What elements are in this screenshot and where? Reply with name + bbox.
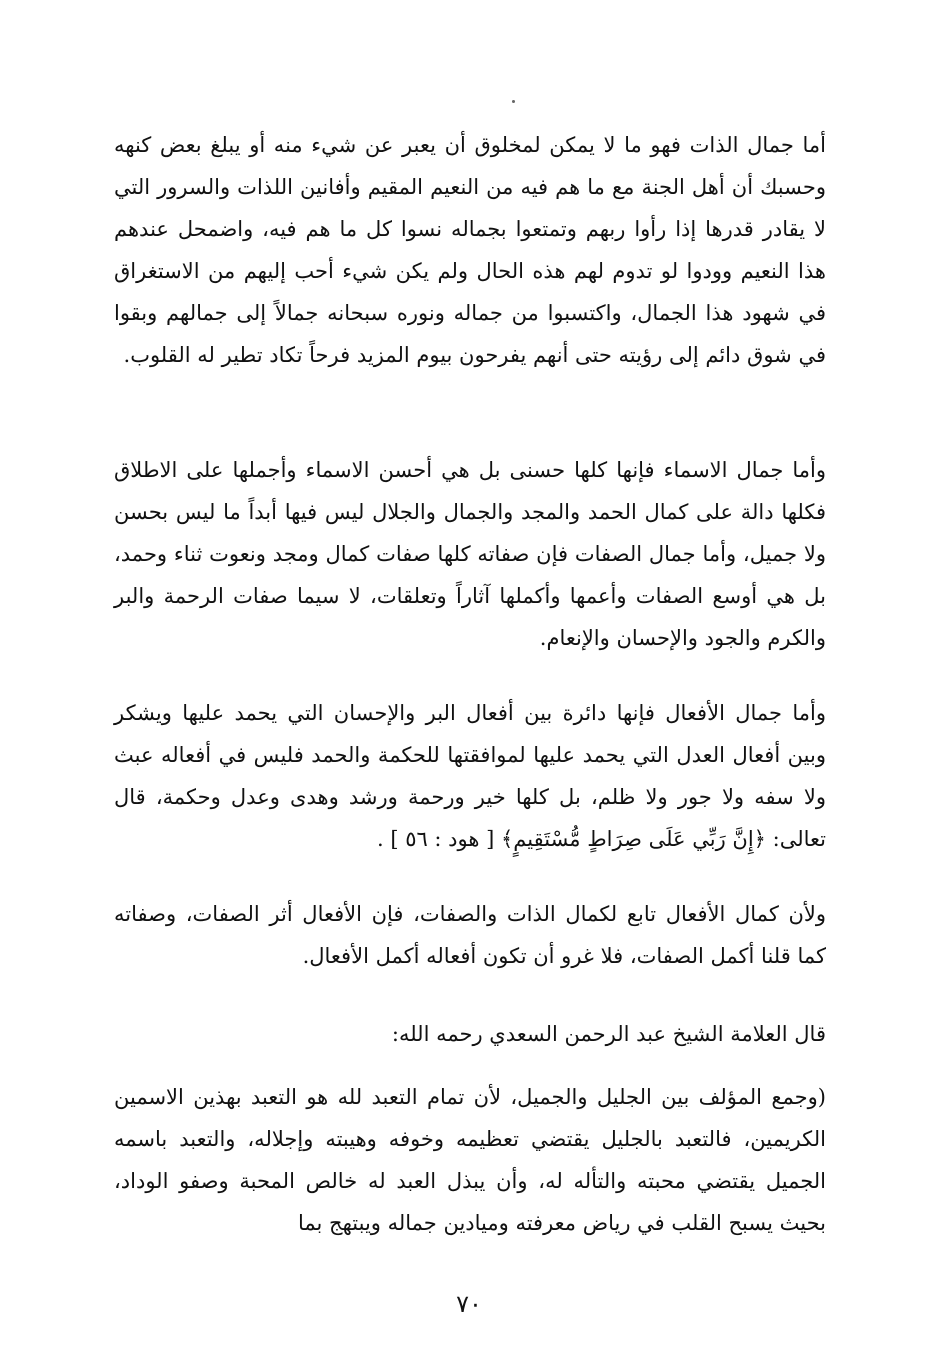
paragraph-sadi-quote-intro: قال العلامة الشيخ عبد الرحمن السعدي رحمه الله: [391,1022,826,1046]
paragraph-beauty-of-actions: وأما جمال الأفعال فإنها دائرة بين أفعال البر والإحسان التي يحمد عليها ويشكر وبين أفعال العدل التي يحمد عليها لموافقتها للحكمة والحمد فليس في أفعاله عبث ولا سفه ولا جور ولا ظلم، بل كلها خير ورحمة ورشد وهدى وعدل وحكمة، قال تعالى: ﴿إِنَّ رَبِّي عَلَى صِرَاطٍ مُّسْتَقِيمٍ﴾ [ هود : ٥٦ ] . [114,701,826,851]
paragraph-perfection-of-actions: ولأن كمال الأفعال تابع لكمال الذات والصفات، فإن الأفعال أثر الصفات، وصفاته كما قلنا أكمل الصفات، فلا غرو أن تكون أفعاله أكمل الأفعال. [114,902,826,968]
paragraph-beauty-of-names: وأما جمال الاسماء فإنها كلها حسنى بل هي أحسن الاسماء وأجملها على الاطلاق فكلها دالة على كمال الحمد والمجد والجمال والجلال ليس فيها أبداً ما ليس بحسن ولا جميل، وأما جمال الصفات فإن صفاته كلها صفات كمال ومجد ونعوت ثناء وحمد، بل هي أوسع الصفات وأعمها وأكملها آثاراً وتعلقات، لا سيما صفات الرحمة والبر والكرم والجود والإحسان والإنعام. [114,458,826,650]
paragraph-beauty-of-essence: أما جمال الذات فهو ما لا يمكن لمخلوق أن يعبر عن شيء منه أو يبلغ بعض كنهه وحسبك أن أهل الجنة مع ما هم فيه من النعيم المقيم وأفانين اللذات والسرور التي لا يقادر قدرها إذا رأوا ربهم وتمتعوا بجماله نسوا كل ما هم فيه، واضمحل عندهم هذا النعيم وودوا لو تدوم لهم هذه الحال ولم يكن شيء أحب إليهم من الاستغراق في شهود هذا الجمال، واكتسبوا من جماله ونوره سبحانه جمالاً إلى جمالهم وبقوا في شوق دائم إلى رؤيته حتى أنهم يفرحون بيوم المزيد فرحاً تكاد تطير له القلوب. [114,133,826,367]
paragraph-sadi-quote: (وجمع المؤلف بين الجليل والجميل، لأن تمام التعبد لله هو التعبد بهذين الاسمين الكريمين، فالتعبد بالجليل يقتضي تعظيمه وخوفه وهيبته وإجلاله، والتعبد باسمه الجميل يقتضي محبته والتأله له، وأن يبذل العبد له خالص المحبة وصفو الوداد، بحيث يسبح القلب في رياض معرفته وميادين جماله ويبتهج بما [114,1085,826,1235]
page-number: ٧٠ [456,1290,482,1318]
scan-speck [512,100,515,103]
